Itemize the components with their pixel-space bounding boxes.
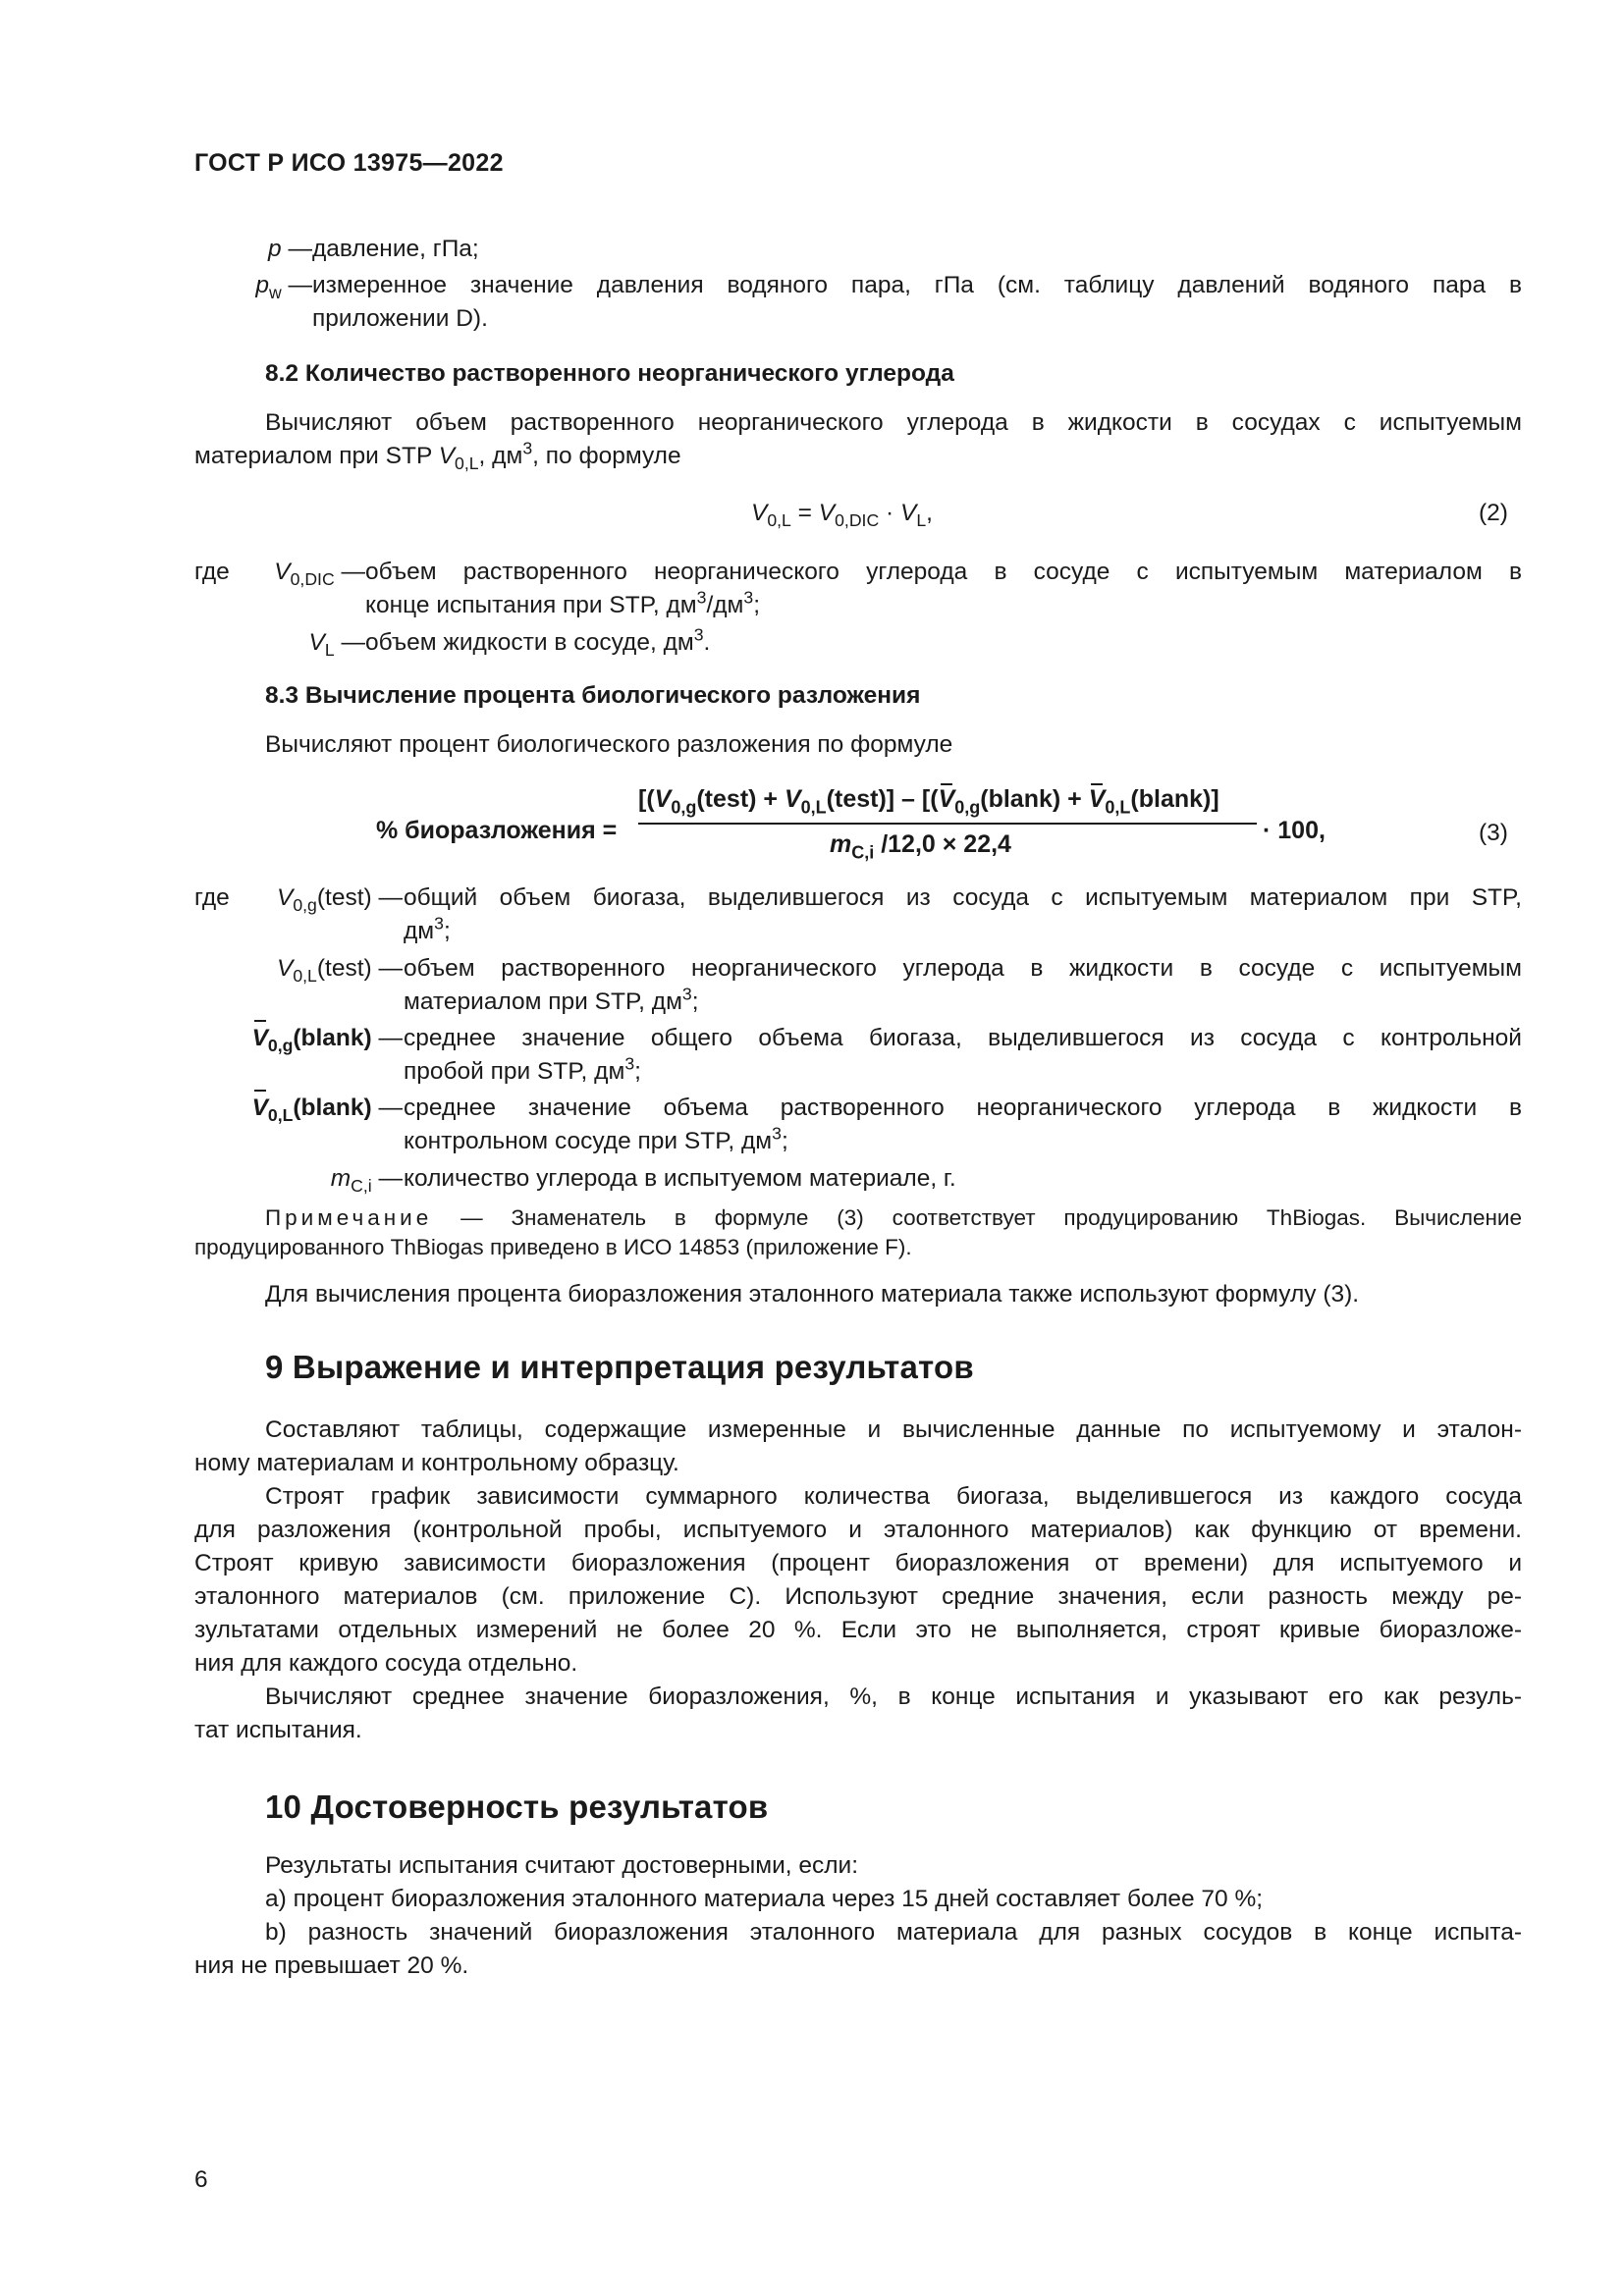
def-pw-line2: приложении D). [312,305,488,332]
def-v0g-blank-line1: среднее значение общего объема биогаза, выделившегося из сосуда с контрольной [404,1025,1522,1051]
def-v0dic-line2: конце испытания при STP, $дм^3/дм^3$; [365,587,761,618]
formula-2-number: (2) [1479,500,1508,526]
def-v0l-blank-symbol: $V_{0,L}(blank)$ — [206,1092,403,1125]
def-v0l-test-line2: материалом при STP, $дм^3$; [404,984,699,1015]
def-pw-symbol: $p_w$ — [255,272,312,303]
def-v0g-test-symbol: $V_{0,g}(test)$ — [277,884,403,916]
where-label: где [194,559,230,585]
s10-p1: Результаты испытания считают достоверными, если: [265,1852,859,1879]
heading-8-3: 8.3 Вычисление процента биологического разложения [265,682,921,709]
def-mci-text: количество углерода в испытуемом материале, г. [404,1165,956,1192]
def-v0g-test-line1: общий объем биогаза, выделившегося из сосуда с испытуемым материалом при STP, [404,884,1522,911]
def-pw-line1: измеренное значение давления водяного пара, гПа (см. таблицу давлений водяного пара в [312,272,1522,298]
def-v0l-test-line1: объем растворенного неорганического углерода в жидкости в сосуде с испытуемым [404,955,1522,982]
def-v0g-blank-line2: пробой при STP, $дм^3$; [404,1053,641,1085]
para-reference-formula: Для вычисления процента биоразложения эталонного материала также используют формулу (3). [265,1281,1360,1308]
def-v0l-test-symbol: $V_{0,L}(test)$ — [277,955,403,987]
para-8-2-line1: Вычисляют объем растворенного неорганического углерода в жидкости в сосудах с испытуемым [265,409,1522,436]
para-8-3: Вычисляют процент биологического разложения по формуле [265,731,953,758]
s9-p3-line1: Вычисляют среднее значение биоразложения, %, в конце испытания и указывают его как резуль- [265,1683,1522,1710]
page-number: 6 [194,2166,208,2193]
def-v0l-blank-line1: среднее значение объема растворенного неорганического углерода в жидкости в [404,1095,1522,1121]
s9-p2-line6: ния для каждого сосуда отдельно. [194,1650,578,1677]
def-p-symbol: p — [268,236,312,262]
heading-8-2: 8.2 Количество растворенного неорганического углерода [265,360,954,387]
s10-item-b-line1: b) разность значений биоразложения эталонного материала для разных сосудов в конце испыта- [265,1919,1522,1946]
def-vl-text: объем жидкости в сосуде, $дм^3$. [365,624,711,656]
formula-3-number: (3) [1479,820,1508,846]
s9-p2-line4: эталонного материалов (см. приложение С). Используют средние значения, если разность между ре- [194,1583,1522,1610]
s9-p1-line2: ному материалам и контрольному образцу. [194,1450,679,1476]
formula-3-fraction-bar [638,823,1257,825]
heading-10: 10 Достоверность результатов [265,1789,769,1825]
def-v0l-blank-line2: контрольном сосуде при STP, $дм^3$; [404,1123,788,1154]
formula-3-numerator: [($V_{0,g}(test)$ + $V_{0,L}(test)$] – [($V_{0,g}(blank)$ + $V_{0,L}(blank)$] [638,785,1219,818]
document-header: ГОСТ Р ИСО 13975—2022 [194,149,504,177]
s9-p1-line1: Составляют таблицы, содержащие измеренные и вычисленные данные по испытуемому и эталон- [265,1416,1522,1443]
formula-2: $V_{0,L} = V_{0,DIC} \cdot V_L$, [751,500,933,531]
def-vl-symbol: $V_L$ — [308,629,365,661]
s9-p2-line1: Строят график зависимости суммарного количества биогаза, выделившегося из каждого сосуда [265,1483,1522,1510]
s10-item-b-line2: ния не превышает 20 %. [194,1952,469,1979]
para-8-2-line2: материалом при STP $V_{0,L}$, $дм^3$, по формуле [194,438,681,474]
s9-p2-line3: Строят кривую зависимости биоразложения (процент биоразложения от времени) для испытуемого и [194,1550,1522,1576]
def-v0g-blank-symbol: $V_{0,g}(blank)$ — [206,1022,403,1055]
formula-3-lhs: % биоразложения = [376,817,618,844]
def-v0dic-symbol: $V_{0,DIC}$ — [274,559,365,590]
s10-item-a: a) процент биоразложения эталонного материала через 15 дней составляет более 70 %; [265,1886,1264,1912]
note-line2: продуцированного ThBiogas приведено в ИСО 14853 (приложение F). [194,1235,912,1259]
s9-p2-line2: для разложения (контрольной пробы, испытуемого и эталонного материалов) как функцию от времени. [194,1517,1522,1543]
s9-p2-line5: зультатами отдельных измерений не более 20 %. Если это не выполняется, строят кривые биоразложе- [194,1617,1522,1643]
def-p-text: давление, гПа; [312,236,479,262]
def-v0g-test-line2: $дм^3$; [404,913,451,944]
formula-3-denominator: $m_{C,i}$ /12,0 × 22,4 [830,830,1011,863]
formula-3-tail: · 100, [1263,817,1326,844]
heading-9: 9 Выражение и интерпретация результатов [265,1349,974,1385]
def-v0dic-line1: объем растворенного неорганического углерода в сосуде с испытуемым материалом в [365,559,1522,585]
where-label-2: где [194,884,230,911]
def-mci-symbol: $m_{C,i}$ — [330,1165,403,1197]
note-line1: Примечание — Знаменатель в формуле (3) соответствует продуцированию ThBiogas. Вычисление [265,1205,1522,1230]
s9-p3-line2: тат испытания. [194,1717,362,1743]
